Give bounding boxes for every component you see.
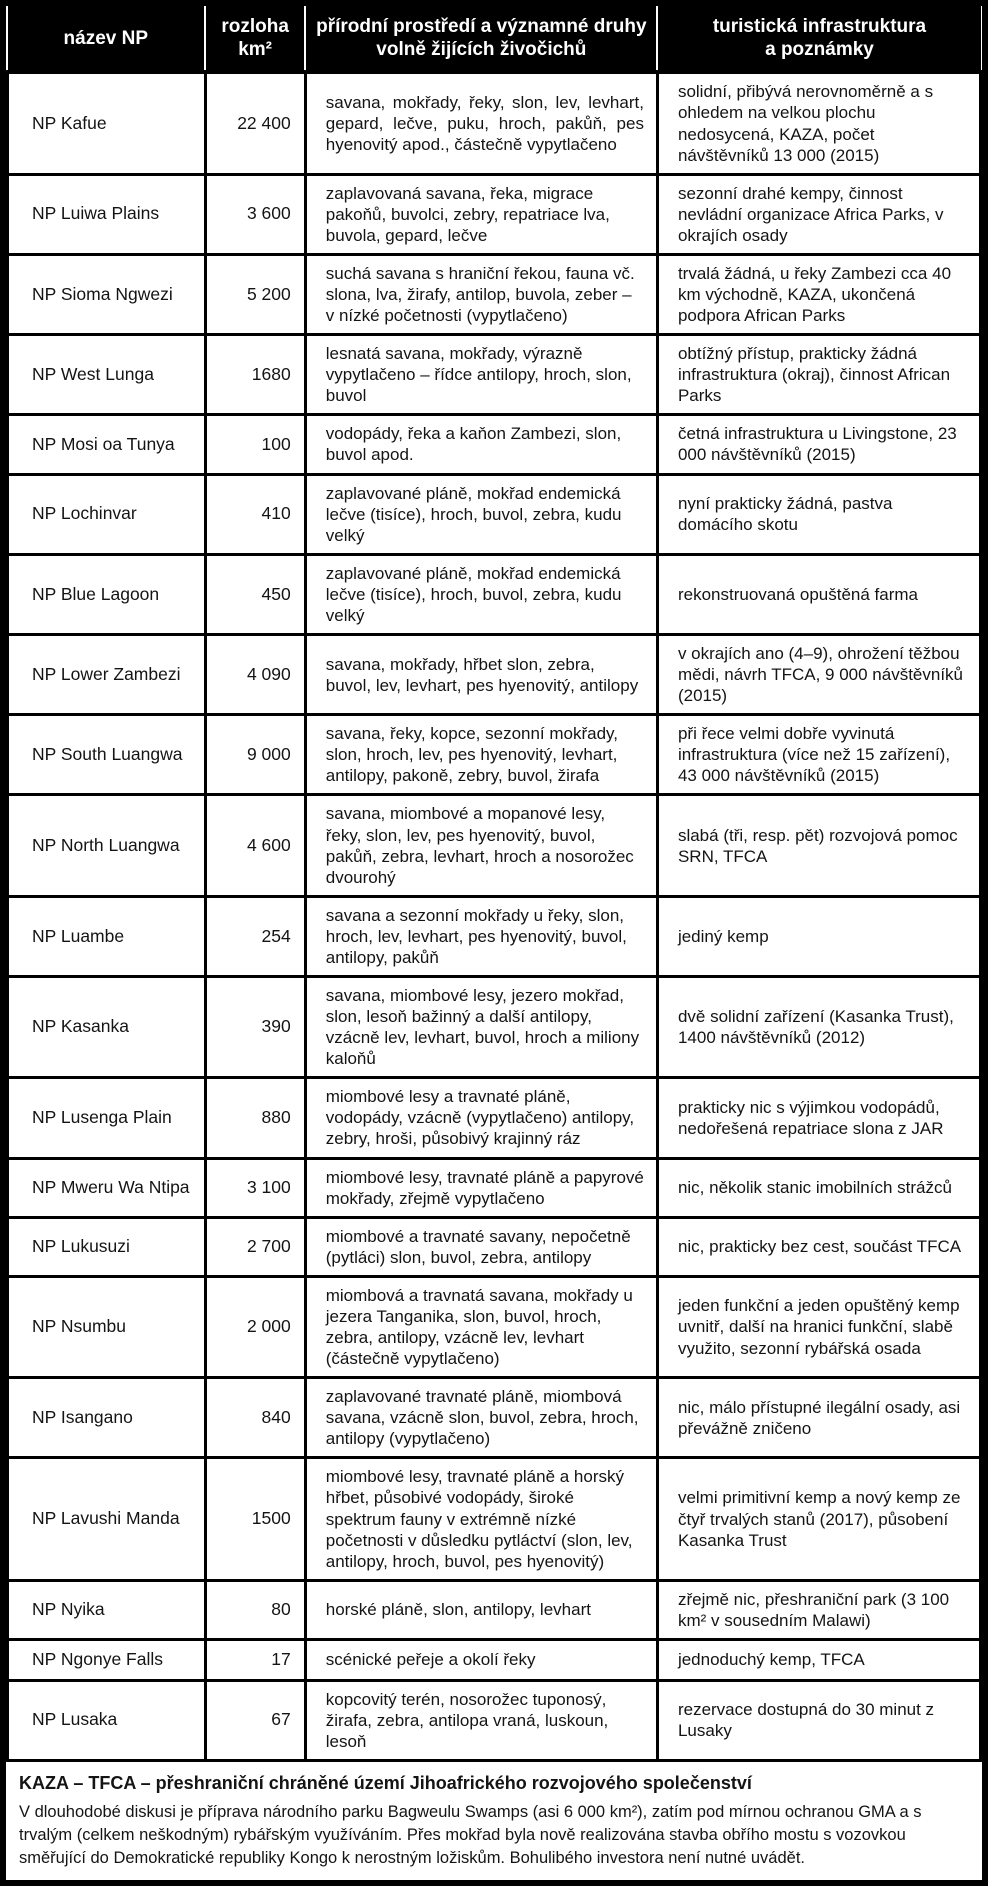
table-row — [8, 474, 981, 554]
environment-cell: vodopády, řeka a kaňon Zambezi, slon, buvol apod. — [305, 415, 657, 474]
environment-cell: miombová a travnatá savana, mokřady u jezera Tanganika, slon, buvol, hroch, zebra, antilopy, vzácně lev, levhart (částečně vypytlačeno) — [305, 1276, 657, 1377]
area-cell: 80 — [205, 1580, 305, 1639]
park-name-cell: NP Sioma Ngwezi — [8, 254, 206, 334]
infrastructure-cell: solidní, přibývá nerovnoměrně a s ohledem na velkou plochu nedosycená, KAZA, počet návštěvníků 13 000 (2015) — [657, 72, 980, 174]
infrastructure-cell: jednoduchý kemp, TFCA — [657, 1639, 980, 1680]
infrastructure-cell: jediný kemp — [657, 896, 980, 976]
environment-cell: suchá savana s hraniční řekou, fauna vč. slona, lva, žirafy, antilop, buvola, zeber – v nízké početnosti (vypytlačeno) — [305, 254, 657, 334]
header-row — [8, 6, 981, 72]
table-row — [8, 715, 981, 795]
park-name-cell: NP Mweru Wa Ntipa — [8, 1158, 206, 1217]
table-row — [8, 634, 981, 714]
table-footnote — [6, 1762, 982, 1880]
environment-cell: miombové lesy, travnaté pláně a horský hřbet, působivé vodopády, široké spektrum fauny v extrémně nízké početnosti v důsledku pytláctví (slon, lev, antilopy, hroch, buvol, pes hyenovitý) — [305, 1458, 657, 1580]
header-area — [205, 6, 305, 72]
area-cell: 3 600 — [205, 174, 305, 254]
infrastructure-cell: nic, málo přístupné ilegální osady, asi převážně zničeno — [657, 1378, 980, 1458]
park-name-cell: NP Kafue — [8, 72, 206, 174]
infrastructure-cell: obtížný přístup, prakticky žádná infrastruktura (okraj), činnost African Parks — [657, 335, 980, 415]
area-cell: 2 700 — [205, 1217, 305, 1276]
area-cell: 4 090 — [205, 634, 305, 714]
environment-cell: zaplavované travnaté pláně, miombová savana, vzácně slon, buvol, zebra, hroch, antilopy (vypytlačeno) — [305, 1378, 657, 1458]
area-cell: 3 100 — [205, 1158, 305, 1217]
environment-cell: lesnatá savana, mokřady, výrazně vypytlačeno – řídce antilopy, hroch, slon, buvol — [305, 335, 657, 415]
environment-cell: savana, miombové a mopanové lesy, řeky, slon, lev, pes hyenovitý, buvol, pakůň, zebra, levhart, hroch a nosorožec dvourohý — [305, 795, 657, 896]
infrastructure-cell: dvě solidní zařízení (Kasanka Trust), 1400 návštěvníků (2012) — [657, 977, 980, 1078]
environment-cell: miombové lesy a travnaté pláně, vodopády, vzácně (vypytlačeno) antilopy, zebry, hroši, působivý krajinný ráz — [305, 1078, 657, 1158]
area-cell: 5 200 — [205, 254, 305, 334]
table-row — [8, 795, 981, 896]
table-row — [8, 1680, 981, 1760]
table-row — [8, 554, 981, 634]
park-name-cell: NP Lukusuzi — [8, 1217, 206, 1276]
kaza-tfca-note: KAZA – TFCA – přeshraniční chráněné území Jihoafrického rozvojového společenství — [19, 1772, 752, 1793]
infrastructure-cell: velmi primitivní kemp a nový kemp ze čtyř trvalých stanů (2017), působení Kasanka Trust — [657, 1458, 980, 1580]
environment-cell: zaplavované pláně, mokřad endemická lečve (tisíce), hroch, buvol, zebra, kudu velký — [305, 474, 657, 554]
table-row — [8, 1580, 981, 1639]
environment-cell: zaplavované pláně, mokřad endemická lečve (tisíce), hroch, buvol, zebra, kudu velký — [305, 554, 657, 634]
park-name-cell: NP Lusenga Plain — [8, 1078, 206, 1158]
park-name-cell: NP Nsumbu — [8, 1276, 206, 1377]
area-cell: 100 — [205, 415, 305, 474]
table-row — [8, 1217, 981, 1276]
park-name-cell: NP Ngonye Falls — [8, 1639, 206, 1680]
table-row — [8, 72, 981, 174]
environment-cell: kopcovitý terén, nosorožec tuponosý, žirafa, zebra, antilopa vraná, luskoun, lesoň — [305, 1680, 657, 1760]
environment-cell: scénické peřeje a okolí řeky — [305, 1639, 657, 1680]
infrastructure-cell: trvalá žádná, u řeky Zambezi cca 40 km východně, KAZA, ukončená podpora African Parks — [657, 254, 980, 334]
footnote-paragraph: V dlouhodobé diskusi je příprava národního parku Bagweulu Swamps (asi 6 000 km²), zatím pod mírnou ochranou GMA a s trvalým (celkem neškodným) rybářským využíváním. Přes mokřad byla nově realizována stavba obřího mostu s vozovkou směřující do Demokratické republiky Kongo k nerostným ložiskům. Bohulibého investora není nutné uvádět. — [19, 1803, 922, 1867]
infrastructure-cell: četná infrastruktura u Livingstone, 23 000 návštěvníků (2015) — [657, 415, 980, 474]
environment-cell: savana a sezonní mokřady u řeky, slon, hroch, lev, levhart, pes hyenovitý, buvol, antilopy, pakůň — [305, 896, 657, 976]
park-name-cell: NP North Luangwa — [8, 795, 206, 896]
environment-cell: miombové lesy, travnaté pláně a papyrové mokřady, zřejmě vypytlačeno — [305, 1158, 657, 1217]
environment-cell: zaplavovaná savana, řeka, migrace pakoňů, buvolci, zebry, repatriace lva, buvola, gepard, lečve — [305, 174, 657, 254]
environment-cell: savana, mokřady, hřbet slon, zebra, buvol, lev, levhart, pes hyenovitý, antilopy — [305, 634, 657, 714]
area-cell: 1500 — [205, 1458, 305, 1580]
area-cell: 1680 — [205, 335, 305, 415]
table-row — [8, 896, 981, 976]
infrastructure-cell: sezonní drahé kempy, činnost nevládní organizace Africa Parks, v okrajích osady — [657, 174, 980, 254]
area-cell: 450 — [205, 554, 305, 634]
park-name-cell: NP Lower Zambezi — [8, 634, 206, 714]
table-row — [8, 1378, 981, 1458]
infrastructure-cell: nyní prakticky žádná, pastva domácího skotu — [657, 474, 980, 554]
header-infrastructure-line1: turistická infrastruktura — [712, 16, 927, 37]
park-name-cell: NP Luambe — [8, 896, 206, 976]
header-infrastructure-line2: a poznámky — [765, 39, 874, 61]
area-cell: 17 — [205, 1639, 305, 1680]
area-cell: 880 — [205, 1078, 305, 1158]
infrastructure-cell: jeden funkční a jeden opuštěný kemp uvnitř, další na hranici funkční, slabě využito, sezonní rybářská osada — [657, 1276, 980, 1377]
park-name-cell: NP Mosi oa Tunya — [8, 415, 206, 474]
header-park-name — [8, 6, 206, 72]
header-environment — [305, 6, 657, 72]
park-name-cell: NP Lavushi Manda — [8, 1458, 206, 1580]
area-cell: 410 — [205, 474, 305, 554]
header-environment-line2: volně žijících živočichů — [376, 39, 587, 61]
environment-cell: savana, mokřady, řeky, slon, lev, levhart, gepard, lečve, puku, hroch, pakůň, pes hyenovitý apod., částečně vypytlačeno — [305, 72, 657, 174]
header-infrastructure — [657, 6, 980, 72]
area-cell: 9 000 — [205, 715, 305, 795]
park-name-cell: NP West Lunga — [8, 335, 206, 415]
area-cell: 22 400 — [205, 72, 305, 174]
national-parks-table — [6, 6, 982, 1762]
infrastructure-cell: nic, prakticky bez cest, součást TFCA — [657, 1217, 980, 1276]
park-name-cell: NP Blue Lagoon — [8, 554, 206, 634]
park-name-cell: NP Lochinvar — [8, 474, 206, 554]
table-row — [8, 1458, 981, 1580]
header-area-line1: rozloha — [221, 16, 289, 37]
infrastructure-cell: slabá (tři, resp. pět) rozvojová pomoc SRN, TFCA — [657, 795, 980, 896]
header-area-line2: km² — [238, 39, 273, 61]
table-row — [8, 1078, 981, 1158]
infrastructure-cell: prakticky nic s výjimkou vodopádů, nedořešená repatriace slona z JAR — [657, 1078, 980, 1158]
table-row — [8, 174, 981, 254]
park-name-cell: NP Kasanka — [8, 977, 206, 1078]
table-header — [8, 6, 981, 72]
park-name-cell: NP Isangano — [8, 1378, 206, 1458]
table-row — [8, 254, 981, 334]
environment-cell: savana, řeky, kopce, sezonní mokřady, slon, hroch, lev, pes hyenovitý, levhart, antilopy, pakoně, zebry, buvol, žirafa — [305, 715, 657, 795]
table-row — [8, 977, 981, 1078]
area-cell: 67 — [205, 1680, 305, 1760]
header-park-name-label: název NP — [63, 27, 148, 49]
area-cell: 390 — [205, 977, 305, 1078]
table-row — [8, 1276, 981, 1377]
area-cell: 254 — [205, 896, 305, 976]
infrastructure-cell: v okrajích ano (4–9), ohrožení těžbou mědi, návrh TFCA, 9 000 návštěvníků (2015) — [657, 634, 980, 714]
infrastructure-cell: rezervace dostupná do 30 minut z Lusaky — [657, 1680, 980, 1760]
area-cell: 2 000 — [205, 1276, 305, 1377]
environment-cell: horské pláně, slon, antilopy, levhart — [305, 1580, 657, 1639]
table-row — [8, 415, 981, 474]
area-cell: 840 — [205, 1378, 305, 1458]
table-row — [8, 1639, 981, 1680]
environment-cell: savana, miombové lesy, jezero mokřad, slon, lesoň bažinný a další antilopy, vzácně lev, levhart, buvol, hroch a miliony kaloňů — [305, 977, 657, 1078]
environment-cell: miombové a travnaté savany, nepočetně (pytláci) slon, buvol, zebra, antilopy — [305, 1217, 657, 1276]
park-name-cell: NP Lusaka — [8, 1680, 206, 1760]
infrastructure-cell: zřejmě nic, přeshraniční park (3 100 km² v sousedním Malawi) — [657, 1580, 980, 1639]
infrastructure-cell: rekonstruovaná opuštěná farma — [657, 554, 980, 634]
table-row — [8, 1158, 981, 1217]
park-name-cell: NP Nyika — [8, 1580, 206, 1639]
park-name-cell: NP Luiwa Plains — [8, 174, 206, 254]
table-row — [8, 335, 981, 415]
area-cell: 4 600 — [205, 795, 305, 896]
park-name-cell: NP South Luangwa — [8, 715, 206, 795]
table-body — [8, 72, 981, 1760]
infrastructure-cell: nic, několik stanic imobilních strážců — [657, 1158, 980, 1217]
infrastructure-cell: při řece velmi dobře vyvinutá infrastruktura (více než 15 zařízení), 43 000 návštěvníků (2015) — [657, 715, 980, 795]
header-environment-line1: přírodní prostředí a významné druhy — [316, 16, 647, 37]
